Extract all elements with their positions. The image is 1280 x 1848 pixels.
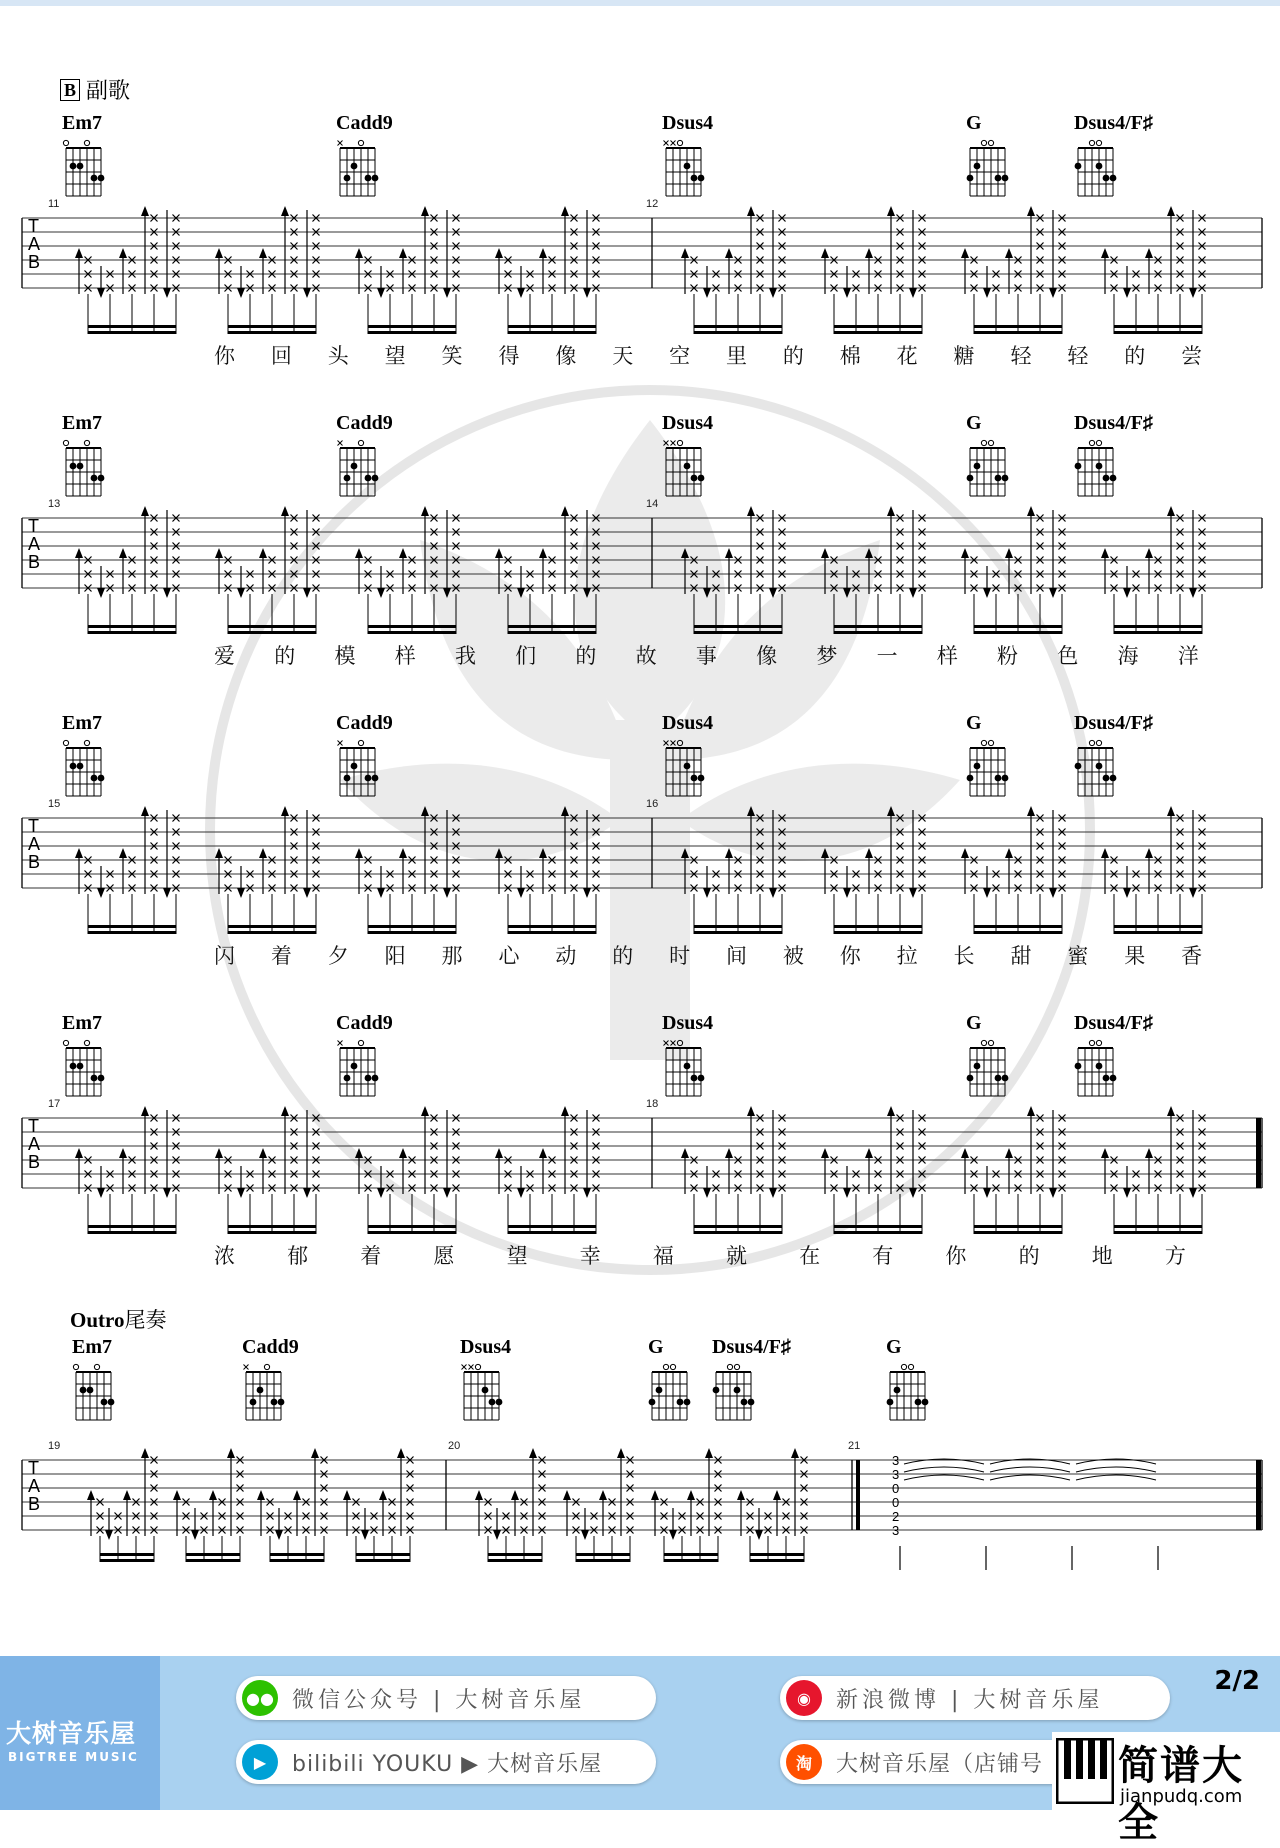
rhythm-tab-staff	[0, 412, 1280, 662]
lyric-char: 的	[274, 644, 296, 668]
lyric-char: 里	[726, 344, 747, 368]
chord-name: Dsus4/F♯	[712, 1336, 791, 1358]
chord-name: Dsus4	[662, 412, 714, 434]
chord-name: G	[966, 412, 982, 434]
lyric-char: 海	[1117, 644, 1139, 668]
chord-name: Cadd9	[336, 412, 393, 434]
lyric-char: 福	[652, 1244, 674, 1268]
lyric-char: 愿	[433, 1244, 455, 1268]
lyric-char: 的	[1018, 1244, 1040, 1268]
page-number: 2/2	[1214, 1666, 1260, 1696]
chord-name: Em7	[62, 412, 102, 434]
weibo-icon: ◉	[786, 1680, 822, 1716]
section-title: 副歌	[86, 78, 131, 103]
svg-text:T: T	[28, 1458, 39, 1478]
lyric-char: 事	[695, 644, 717, 668]
chord-name: Dsus4	[662, 1012, 714, 1034]
music-system	[0, 712, 1280, 968]
lyric-char: 们	[515, 644, 537, 668]
wechat-icon: ●●	[242, 1680, 278, 1716]
site-url: jianpudq.com	[1120, 1786, 1243, 1807]
section-label	[60, 74, 130, 105]
lyric-char: 幸	[579, 1244, 601, 1268]
lyric-char: 的	[782, 344, 804, 368]
tab-fret-number: 3	[892, 1523, 900, 1538]
chord-name: Cadd9	[242, 1336, 299, 1358]
bilibili-icon: ▶	[242, 1744, 278, 1780]
site-title: 简谱大全	[1118, 1743, 1244, 1846]
lyric-char: 被	[782, 944, 804, 968]
rhythm-tab-staff	[0, 1012, 1280, 1262]
rhythm-tab-staff	[0, 712, 1280, 962]
lyric-char: 甜	[1010, 944, 1032, 968]
measure-number: 14	[646, 498, 659, 510]
taobao-pill[interactable]	[780, 1740, 1080, 1784]
lyric-char: 空	[669, 344, 691, 368]
lyric-char: 像	[756, 644, 778, 668]
lyric-char: 方	[1164, 1244, 1186, 1268]
wechat-text: 微信公众号 | 大树音乐屋	[292, 1687, 586, 1713]
outro-label-en: Outro	[70, 1308, 125, 1332]
svg-text:B: B	[28, 552, 41, 572]
chord-name: Cadd9	[336, 712, 393, 734]
lyric-char: 那	[441, 944, 463, 968]
lyric-char: 色	[1057, 644, 1079, 668]
measure-number: 19	[48, 1440, 61, 1452]
lyric-char: 夕	[327, 944, 349, 968]
lyric-char: 蜜	[1067, 944, 1089, 968]
chord-name: Em7	[72, 1336, 112, 1358]
svg-text:A: A	[28, 1476, 41, 1496]
measure-number: 20	[448, 1440, 461, 1452]
svg-text:B: B	[28, 852, 41, 872]
svg-text:A: A	[28, 534, 41, 554]
lyric-char: 有	[872, 1244, 894, 1268]
music-system	[0, 112, 1280, 368]
chord-name: Dsus4	[662, 112, 714, 134]
chord-name: G	[886, 1336, 902, 1358]
lyric-char: 浓	[214, 1244, 235, 1268]
chord-name: Dsus4/F♯	[1074, 412, 1153, 434]
chord-name: G	[966, 1012, 982, 1034]
lyric-char: 故	[635, 644, 657, 668]
chord-name: Dsus4/F♯	[1074, 712, 1153, 734]
chord-name: G	[966, 712, 982, 734]
rhythm-tab-staff	[0, 112, 1280, 362]
chord-name: Em7	[62, 1012, 102, 1034]
wechat-pill[interactable]	[236, 1676, 656, 1720]
lyric-char: 在	[799, 1244, 821, 1268]
lyric-char: 的	[1124, 344, 1146, 368]
outro-label-cn: 尾奏	[124, 1308, 167, 1332]
piano-icon	[1056, 1738, 1114, 1804]
lyric-char: 心	[498, 944, 520, 968]
measure-number: 15	[48, 798, 61, 810]
tab-fret-number: 3	[892, 1453, 900, 1468]
svg-text:A: A	[28, 834, 41, 854]
lyric-char: 望	[506, 1244, 528, 1268]
tab-fret-number: 0	[892, 1481, 900, 1496]
svg-text:T: T	[28, 1116, 39, 1136]
taobao-text: 大树音乐屋（店铺号	[836, 1751, 1044, 1777]
lyric-char: 你	[839, 944, 861, 968]
footer-brand-panel	[0, 1656, 160, 1810]
chord-name: G	[966, 112, 982, 134]
lyric-char: 样	[394, 644, 416, 668]
lyric-char: 糖	[953, 344, 975, 368]
lyric-char: 长	[953, 944, 975, 968]
svg-text:B: B	[28, 252, 41, 272]
measure-number: 12	[646, 198, 659, 210]
chord-name: Dsus4/F♯	[1074, 1012, 1153, 1034]
lyric-char: 着	[360, 1244, 382, 1268]
svg-text:T: T	[28, 516, 39, 536]
lyric-char: 着	[270, 944, 292, 968]
weibo-pill[interactable]	[780, 1676, 1170, 1720]
lyric-char: 一	[876, 644, 898, 668]
lyric-char: 香	[1181, 944, 1203, 968]
lyric-char: 我	[454, 644, 476, 668]
music-system	[0, 412, 1280, 668]
section-box: B	[60, 79, 80, 101]
measure-number: 13	[48, 498, 61, 510]
weibo-text: 新浪微博 | 大树音乐屋	[836, 1687, 1104, 1713]
chord-name: Cadd9	[336, 112, 393, 134]
video-text: bilibili YOUKU ▶ 大树音乐屋	[292, 1751, 603, 1777]
svg-text:B: B	[28, 1152, 41, 1172]
lyric-char: 拉	[896, 944, 918, 968]
lyric-char: 回	[270, 344, 292, 368]
lyric-char: 地	[1091, 1244, 1113, 1268]
lyric-char: 轻	[1067, 344, 1089, 368]
chord-name: Cadd9	[336, 1012, 393, 1034]
lyric-char: 梦	[816, 644, 838, 668]
lyric-char: 样	[936, 644, 958, 668]
measure-number: 11	[48, 198, 60, 210]
lyric-char: 天	[612, 344, 634, 368]
lyric-char: 间	[726, 944, 747, 968]
taobao-icon: 淘	[786, 1744, 822, 1780]
lyric-char: 头	[327, 344, 349, 368]
lyric-char: 像	[555, 344, 577, 368]
tab-fret-number: 3	[892, 1467, 900, 1482]
lyric-char: 你	[945, 1244, 967, 1268]
tab-fret-number: 0	[892, 1495, 900, 1510]
lyric-char: 郁	[287, 1244, 309, 1268]
top-border	[0, 0, 1280, 6]
lyric-char: 尝	[1181, 344, 1203, 368]
chord-name: G	[648, 1336, 664, 1358]
lyric-char: 花	[896, 344, 918, 368]
lyric-char: 笑	[441, 344, 463, 368]
outro-system	[0, 1336, 1280, 1586]
lyric-char: 的	[612, 944, 634, 968]
svg-text:A: A	[28, 1134, 41, 1154]
lyric-char: 时	[669, 944, 691, 968]
tab-fret-number: 2	[892, 1509, 900, 1524]
measure-number: 16	[646, 798, 659, 810]
site-corner[interactable]	[1052, 1732, 1280, 1846]
svg-text:B: B	[28, 1494, 41, 1514]
chord-name: Em7	[62, 712, 102, 734]
lyric-char: 望	[384, 344, 406, 368]
measure-number: 18	[646, 1098, 659, 1110]
chord-name: Dsus4/F♯	[1074, 112, 1153, 134]
outro-tab-staff	[0, 1336, 1280, 1586]
svg-text:T: T	[28, 216, 39, 236]
lyric-char: 粉	[997, 644, 1019, 668]
music-system	[0, 1012, 1280, 1268]
svg-text:A: A	[28, 234, 41, 254]
lyric-char: 棉	[839, 344, 861, 368]
lyric-char: 就	[726, 1244, 747, 1268]
lyric-char: 的	[575, 644, 597, 668]
chord-name: Dsus4	[460, 1336, 512, 1358]
lyric-char: 得	[498, 344, 520, 368]
footer-brand-en: BIGTREE MUSIC	[8, 1750, 139, 1764]
lyric-char: 阳	[384, 944, 406, 968]
lyric-char: 轻	[1010, 344, 1032, 368]
lyric-char: 动	[555, 944, 577, 968]
outro-label	[70, 1304, 166, 1334]
lyric-char: 洋	[1177, 644, 1199, 668]
lyric-char: 果	[1124, 944, 1146, 968]
lyric-char: 爱	[214, 644, 235, 668]
lyric-char: 你	[214, 344, 235, 368]
lyric-char: 闪	[214, 944, 235, 968]
measure-number: 17	[48, 1098, 61, 1110]
footer-brand: 大树音乐屋	[6, 1719, 137, 1748]
video-pill[interactable]	[236, 1740, 656, 1784]
svg-text:T: T	[28, 816, 39, 836]
chord-name: Em7	[62, 112, 102, 134]
lyric-char: 模	[334, 644, 356, 668]
chord-name: Dsus4	[662, 712, 714, 734]
measure-number: 21	[848, 1440, 861, 1452]
